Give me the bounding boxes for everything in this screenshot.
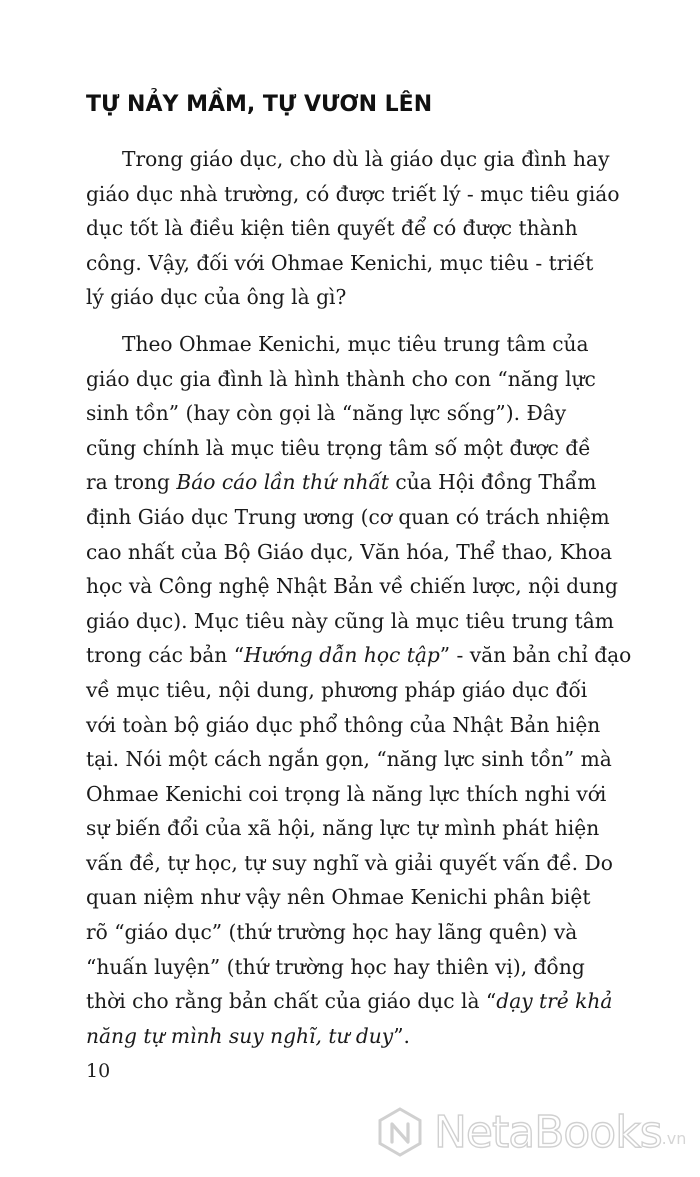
text-line: lý giáo dục của ông là gì? — [86, 285, 347, 310]
text-line: quan niệm như vậy nên Ohmae Kenichi phân biệt — [86, 885, 591, 910]
text-line — [86, 465, 646, 500]
text-run: thời cho rằng bản chất của giáo dục là “ — [86, 989, 497, 1014]
text-line: dục tốt là điều kiện tiên quyết để có được thành — [86, 216, 578, 241]
watermark-suffix: .vn — [661, 1129, 687, 1148]
text-line: tại. Nói một cách ngắn gọn, “năng lực sinh tồn” mà — [86, 747, 612, 772]
text-line: định Giáo dục Trung ương (cơ quan có trách nhiệm — [86, 504, 610, 529]
text-line: vấn đề, tự học, tự suy nghĩ và giải quyết vấn đề. Do — [86, 850, 613, 875]
text-run: ra trong — [86, 470, 177, 495]
text-line: Trong giáo dục, cho dù là giáo dục gia đình hay — [122, 147, 610, 171]
chapter-heading: TỰ NẢY MẦM, TỰ VƯƠN LÊN — [86, 92, 433, 117]
text-line: giáo dục nhà trường, có được triết lý - mục tiêu giáo — [86, 181, 620, 206]
text-line: giáo dục gia đình là hình thành cho con “năng lực — [86, 366, 596, 391]
text-line: “huấn luyện” (thứ trường học hay thiên vị), đồng — [86, 954, 585, 979]
text-line: Ohmae Kenichi coi trọng là năng lực thích nghi với — [86, 781, 607, 806]
text-line: học và Công nghệ Nhật Bản về chiến lược, nội dung — [86, 574, 618, 599]
paragraph-1 — [86, 142, 646, 315]
text-run: ” - văn bản chỉ đạo — [439, 643, 632, 668]
text-line — [86, 1019, 646, 1054]
text-run: ”. — [393, 1023, 410, 1048]
text-line: giáo dục). Mục tiêu này cũng là mục tiêu trung tâm — [86, 608, 614, 633]
paragraph-2 — [86, 327, 646, 1053]
text-line: Theo Ohmae Kenichi, mục tiêu trung tâm của — [122, 331, 589, 356]
watermark — [374, 1106, 686, 1158]
text-line — [86, 638, 646, 673]
watermark-brand: NetaBooks — [434, 1106, 662, 1158]
text-line: rõ “giáo dục” (thứ trường học hay lãng quên) và — [86, 920, 578, 945]
text-run: trong các bản “ — [86, 643, 245, 668]
text-line: cũng chính là mục tiêu trọng tâm số một được đề — [86, 435, 591, 460]
text-line: sinh tồn” (hay còn gọi là “năng lực sống”). Đây — [86, 401, 567, 426]
italic-quote: năng tự mình suy nghĩ, tư duy — [86, 1023, 394, 1048]
text-line: sự biến đổi của xã hội, năng lực tự mình phát hiện — [86, 816, 600, 841]
page-number: 10 — [86, 1060, 111, 1082]
text-line: công. Vậy, đối với Ohmae Kenichi, mục tiêu - triết — [86, 250, 594, 275]
paragraph-gap — [86, 315, 646, 327]
text-run: của Hội đồng Thẩm — [389, 470, 597, 495]
italic-title: Hướng dẫn học tập — [244, 643, 440, 668]
netabooks-logo-icon — [374, 1106, 426, 1158]
body-text — [86, 142, 646, 1053]
italic-quote: dạy trẻ khả — [496, 989, 613, 1014]
text-line: cao nhất của Bộ Giáo dục, Văn hóa, Thể thao, Khoa — [86, 539, 613, 564]
text-line: với toàn bộ giáo dục phổ thông của Nhật Bản hiện — [86, 712, 601, 737]
italic-title: Báo cáo lần thứ nhất — [176, 470, 389, 495]
text-line — [86, 984, 646, 1019]
text-line: về mục tiêu, nội dung, phương pháp giáo dục đối — [86, 677, 588, 702]
